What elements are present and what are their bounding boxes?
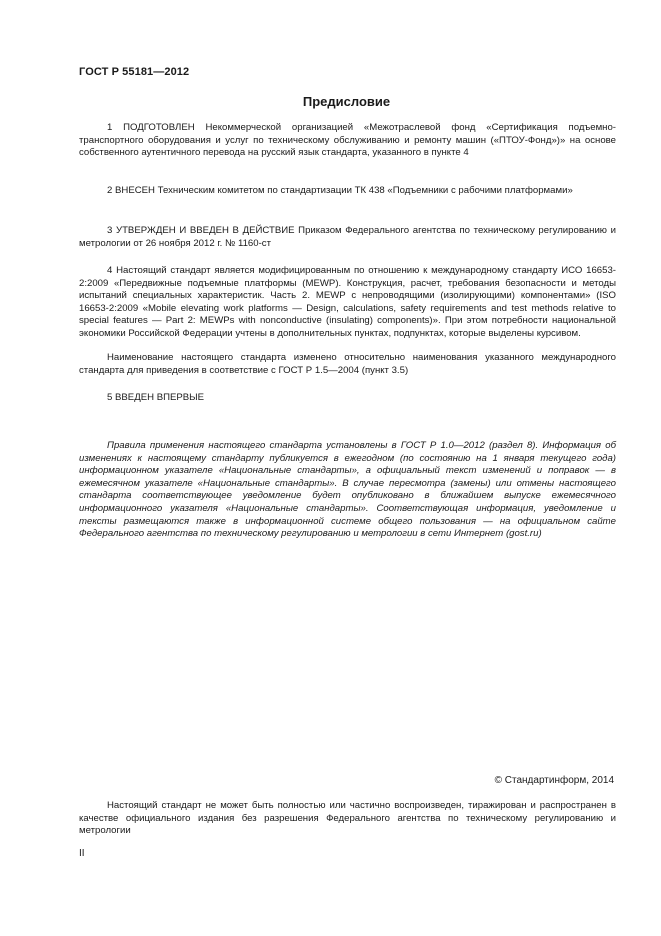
foreword-item-2: 2 ВНЕСЕН Техническим комитетом по стандартизации ТК 438 «Подъемники с рабочими платформами» [107, 185, 573, 196]
standard-code-header: ГОСТ Р 55181—2012 [79, 66, 190, 78]
page-number: II [79, 848, 85, 859]
page-title: Предисловие [302, 94, 391, 109]
foreword-item-4-note: Наименование настоящего стандарта изменено относительно наименования указанного международного стандарта для приведения в соответствие с ГОСТ Р 1.5—2004 (пункт 3.5) [79, 352, 616, 376]
foreword-item-5: 5 ВВЕДЕН ВПЕРВЫЕ [107, 392, 205, 403]
foreword-item-4: 4 Настоящий стандарт является модифицированным по отношению к международному стандарту ИСО 16653-2:2009 «Передвижные подъемные платформы (MEWP). Конструкция, расчет, требования безопасности и методы испытаний специальных характеристик. Часть 2. MEWP с непроводящими (изолирующими) компонентами» (ISO 16653-2:2009 «Mobile elevating work platforms — Design, calculations, safety requirements and test methods relative to special features — Part 2: MEWPs with nonconductive (insulating) components)». При этом потребности национальной экономики Российской Федерации учтены в дополнительных пунктах, подпунктах, которые выделены курсивом. [79, 265, 616, 339]
reproduction-notice: Настоящий стандарт не может быть полностью или частично воспроизведен, тиражирован и распространен в качестве официального издания без разрешения Федерального агентства по техническому регулированию и метрологии [79, 800, 616, 837]
application-rules-notice: Правила применения настоящего стандарта установлены в ГОСТ Р 1.0—2012 (раздел 8). Информация об изменениях к настоящему стандарту публикуется в ежегодном (по состоянию на 1 января текущего года) информационном указателе «Национальные стандарты», а официальный текст изменений и поправок — в ежемесячном указателе «Национальные стандарты». В случае пересмотра (замены) или отмены настоящего стандарта соответствующее уведомление будет опубликовано в ближайшем выпуске ежемесячного информационного указателя «Национальные стандарты». Соответствующая информация, уведомление и тексты размещаются также в информационной системе общего пользования — на официальном сайте Федерального агентства по техническому регулированию и метрологии в сети Интернет (gost.ru) [79, 440, 616, 540]
foreword-item-3: 3 УТВЕРЖДЕН И ВВЕДЕН В ДЕЙСТВИЕ Приказом Федерального агентства по техническому регулированию и метрологии от 26 ноября 2012 г. № 1160-ст [79, 225, 616, 249]
copyright-notice: © Стандартинформ, 2014 [494, 775, 614, 786]
foreword-item-1: 1 ПОДГОТОВЛЕН Некоммерческой организацией «Межотраслевой фонд «Сертификация подъемно-транспортного оборудования и услуг по техническому обслуживанию и ремонту машин («ПТОУ-Фонд»)» на основе собственного аутентичного перевода на русский язык стандарта, указанного в пункте 4 [79, 122, 616, 159]
